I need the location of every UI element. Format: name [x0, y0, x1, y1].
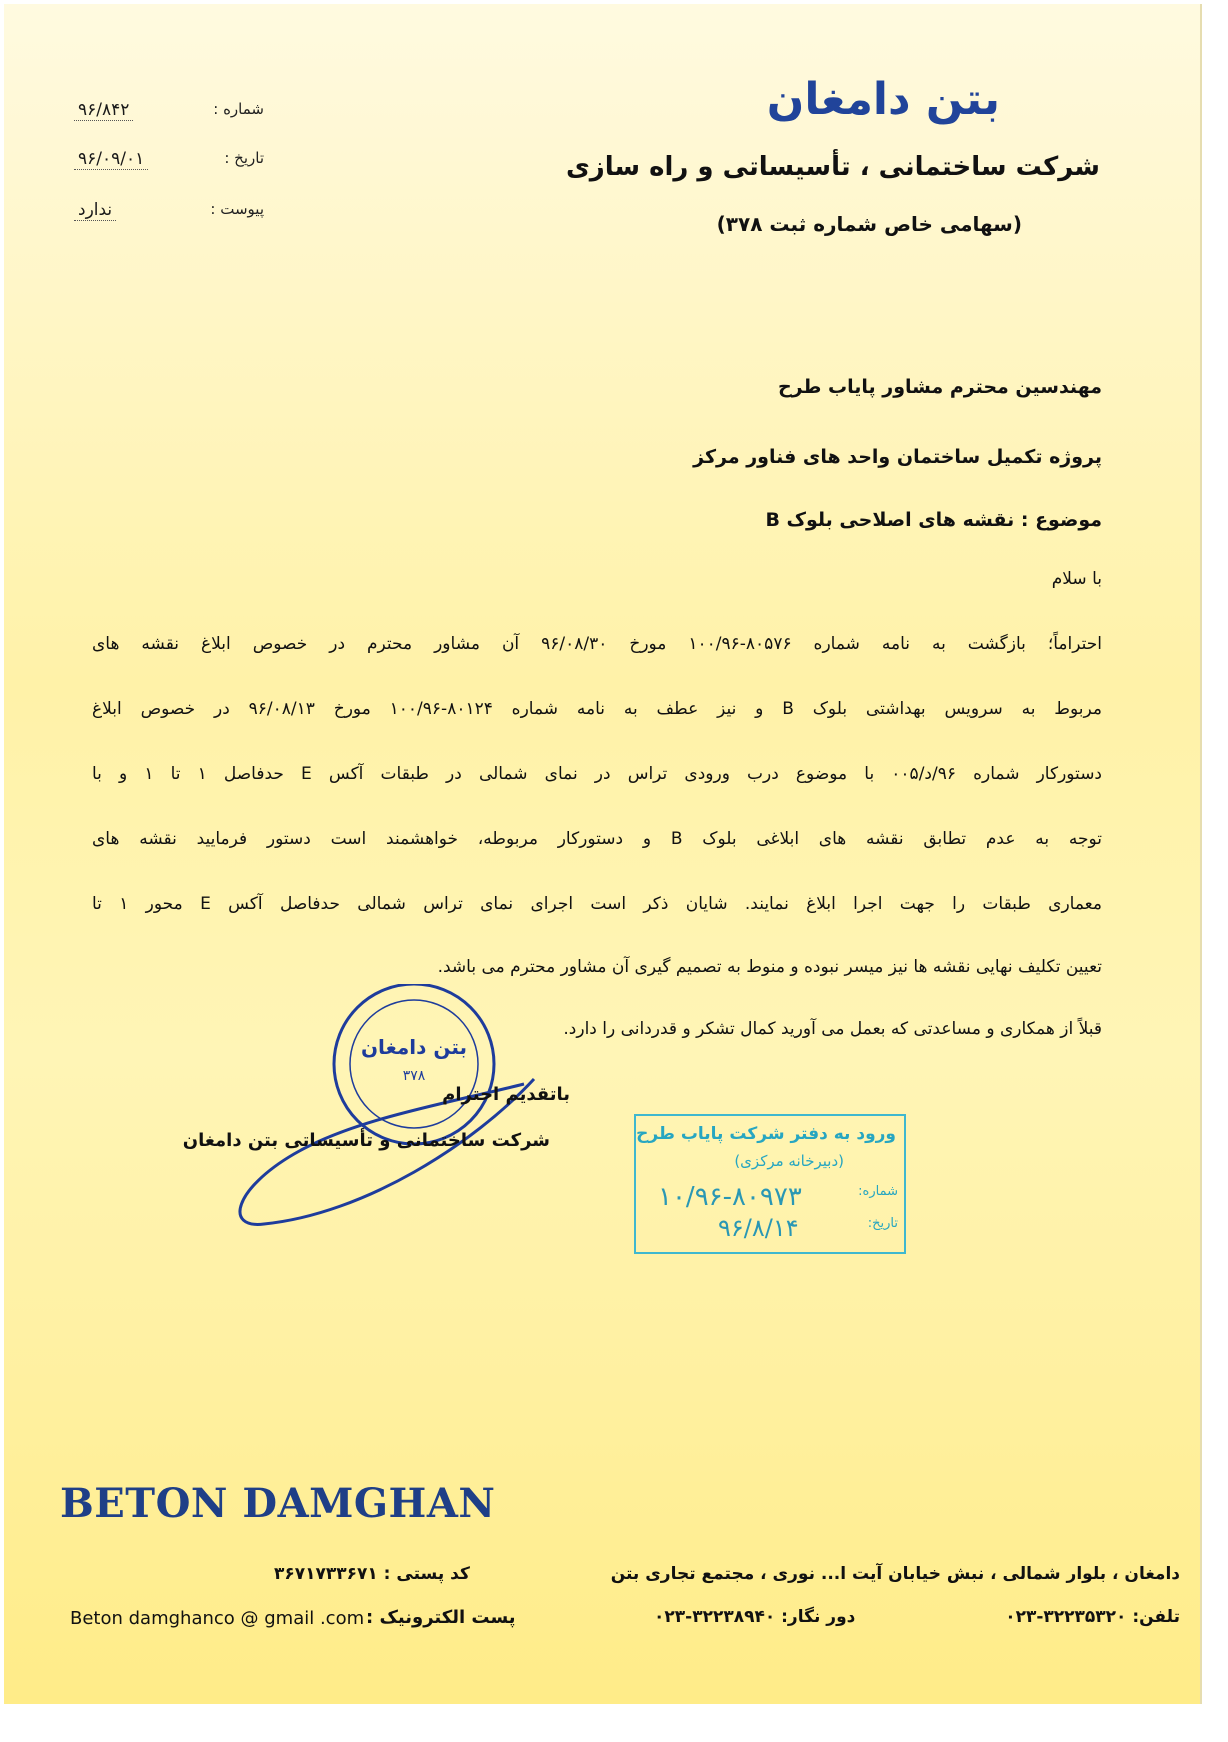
- letter-attachment-value: ندارد: [74, 200, 116, 221]
- letter-date-label: تاریخ :: [224, 149, 264, 167]
- body-line-3: دستورکار شماره ۹۶/د/۰۰۵ با موضوع درب ورودی تراس در نمای شمالی در طبقات آکس E حدفاصل ۱ تا ۱ و با: [92, 764, 1103, 784]
- svg-text:۳۷۸: ۳۷۸: [402, 1068, 426, 1084]
- project-line: پروژه تکمیل ساختمان واحد های فناور مرکز: [693, 446, 1102, 468]
- letter-attachment: [74, 200, 264, 224]
- brand-english: BETON DAMGHAN: [60, 1480, 496, 1527]
- letter-date: [74, 149, 264, 173]
- svg-text:بتن دامغان: بتن دامغان: [360, 1035, 468, 1059]
- receipt-stamp-date-label: تاریخ:: [867, 1216, 898, 1231]
- fax-number: دور نگار: ۳۲۲۳۸۹۴۰-۰۲۳: [654, 1607, 856, 1627]
- email-label: پست الکترونیک :: [366, 1607, 516, 1628]
- body-line-6: تعیین تکلیف نهایی نقشه ها نیز میسر نبوده و منوط به تصمیم گیری آن مشاور محترم می باشد.: [437, 957, 1102, 977]
- receipt-stamp-subtitle: (دبیرخانه مرکزی): [734, 1152, 844, 1170]
- receipt-stamp-number-value: ۱۰/۹۶-۸۰۹۷۳: [658, 1182, 802, 1212]
- receipt-stamp-date-value: ۹۶/۸/۱۴: [718, 1214, 799, 1242]
- letter-attachment-label: پیوست :: [210, 200, 264, 218]
- footer-address: دامغان ، بلوار شمالی ، نبش خیابان آیت ا... نوری ، مجتمع تجاری بتن: [610, 1564, 1180, 1584]
- email-address: Beton damghanco @ gmail .com: [70, 1608, 365, 1629]
- letter-number-label: شماره :: [213, 100, 264, 118]
- letter-date-value: ۹۶/۰۹/۰۱: [74, 149, 148, 170]
- phone-number: تلفن: ۳۲۲۳۵۳۲۰-۰۲۳: [1005, 1607, 1180, 1627]
- signature-company: شرکت ساختمانی و تأسیساتی بتن دامغان: [182, 1130, 550, 1151]
- body-line-4: توجه به عدم تطابق نقشه های ابلاغی بلوک B و دستورکار مربوطه، خواهشمند است دستور فرمایید نقشه های: [92, 829, 1102, 849]
- body-line-7: قبلاً از همکاری و مساعدتی که بعمل می آورید کمال تشکر و قدردانی را دارد.: [563, 1019, 1102, 1039]
- registration-number: (سهامی خاص شماره ثبت ۳۷۸): [716, 212, 1022, 236]
- company-name: شرکت ساختمانی ، تأسیساتی و راه سازی: [565, 152, 1100, 182]
- signature-closing: باتقدیم احترام: [442, 1084, 570, 1105]
- body-line-2: مربوط به سرویس بهداشتی بلوک B و نیز عطف به نامه شماره ۸۰۱۲۴-۱۰۰/۹۶ مورخ ۹۶/۰۸/۱۳ در خصوص ابلاغ: [92, 699, 1102, 719]
- letter-number-value: ۹۶/۸۴۲: [74, 100, 133, 121]
- postal-code: کد پستی : ۳۶۷۱۷۳۳۶۷۱: [274, 1564, 470, 1584]
- subject-line: موضوع : نقشه های اصلاحی بلوک B: [765, 509, 1102, 531]
- greeting: با سلام: [1051, 569, 1102, 589]
- letter-sheet: [4, 4, 1202, 1704]
- letter-number: [74, 100, 264, 124]
- body-line-5: معماری طبقات را جهت اجرا ابلاغ نمایند. شایان ذکر است اجرای نمای تراس شمالی حدفاصل آکس E محور ۱ تا: [92, 894, 1102, 914]
- addressee-line: مهندسین محترم مشاور پایاب طرح: [777, 376, 1102, 398]
- company-seal-and-signature: [224, 984, 564, 1244]
- brand-persian-logo: بتن دامغان: [766, 74, 1000, 125]
- receipt-stamp: [634, 1114, 906, 1254]
- receipt-stamp-number-label: شماره:: [858, 1184, 898, 1199]
- body-line-1: احتراماً؛ بازگشت به نامه شماره ۸۰۵۷۶-۱۰۰/۹۶ مورخ ۹۶/۰۸/۳۰ آن مشاور محترم در خصوص ابلاغ نقشه های: [92, 634, 1102, 654]
- receipt-stamp-title: ورود به دفتر شرکت پایاب طرح: [636, 1124, 896, 1144]
